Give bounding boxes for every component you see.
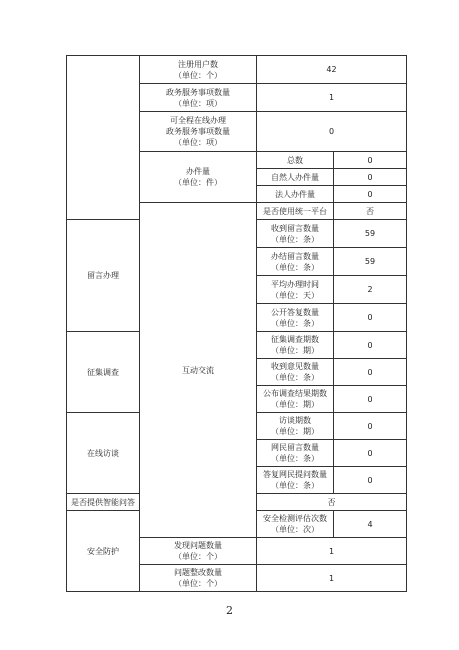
value-cell: 0 [334,152,407,169]
value-cell: 0 [334,304,407,332]
value-cell: 1 [257,565,407,592]
value-cell: 否 [257,494,407,511]
group-label: 留言办理 [67,220,140,332]
label-cell: 发现问题数量 （单位：个） [140,538,257,565]
sub-label-cell: 办结留言数量 （单位：条） [257,248,334,276]
label-cell: 是否使用统一平台 [257,203,334,220]
value-cell: 0 [334,169,407,186]
sub-label-cell: 平均办理时间 （单位：天） [257,276,334,304]
sub-label-cell: 公布调查结果期数 （单位：期） [257,386,334,413]
value-cell: 4 [334,511,407,538]
sub-label-cell: 公开答复数量 （单位：条） [257,304,334,332]
sub-label-cell: 收到留言数量 （单位：条） [257,220,334,248]
sub-label-cell: 答复网民提问数量 （单位：条） [257,467,334,494]
value-cell: 1 [257,538,407,565]
sub-label-cell: 总数 [257,152,334,169]
sub-label-cell: 网民留言数量 （单位：条） [257,440,334,467]
value-cell: 0 [334,332,407,359]
section-label: 安全防护 [67,511,140,592]
value-cell: 59 [334,248,407,276]
label-cell: 问题整改数量 （单位：个） [140,565,257,592]
sub-label-cell: 访谈期数 （单位：期） [257,413,334,440]
value-cell: 0 [334,386,407,413]
statistics-table [66,55,407,592]
value-cell: 59 [334,220,407,248]
sub-label-cell: 收到意见数量 （单位：条） [257,359,334,386]
value-cell: 42 [257,56,407,84]
group-label: 在线访谈 [67,413,140,494]
value-cell: 0 [334,413,407,440]
value-cell: 0 [334,440,407,467]
value-cell: 2 [334,276,407,304]
label-cell: 办件量 （单位：件） [140,152,257,203]
sub-label-cell: 征集调查期数 （单位：期） [257,332,334,359]
label-cell: 政务服务事项数量 （单位：项） [140,84,257,112]
section-label: 互动交流 [140,203,257,538]
value-cell: 0 [334,186,407,203]
page-number: 2 [226,604,233,617]
value-cell: 1 [257,84,407,112]
group-label: 征集调查 [67,332,140,413]
label-cell: 安全检测评估次数 （单位：次） [257,511,334,538]
value-cell: 0 [257,112,407,152]
section-cell-empty [67,56,140,220]
sub-label-cell: 自然人办件量 [257,169,334,186]
value-cell: 否 [334,203,407,220]
label-cell: 可全程在线办理 政务服务事项数量 （单位：项） [140,112,257,152]
value-cell: 0 [334,467,407,494]
label-cell: 注册用户数 （单位：个） [140,56,257,84]
sub-label-cell: 法人办件量 [257,186,334,203]
label-cell: 是否提供智能问答 [67,494,140,511]
value-cell: 0 [334,359,407,386]
